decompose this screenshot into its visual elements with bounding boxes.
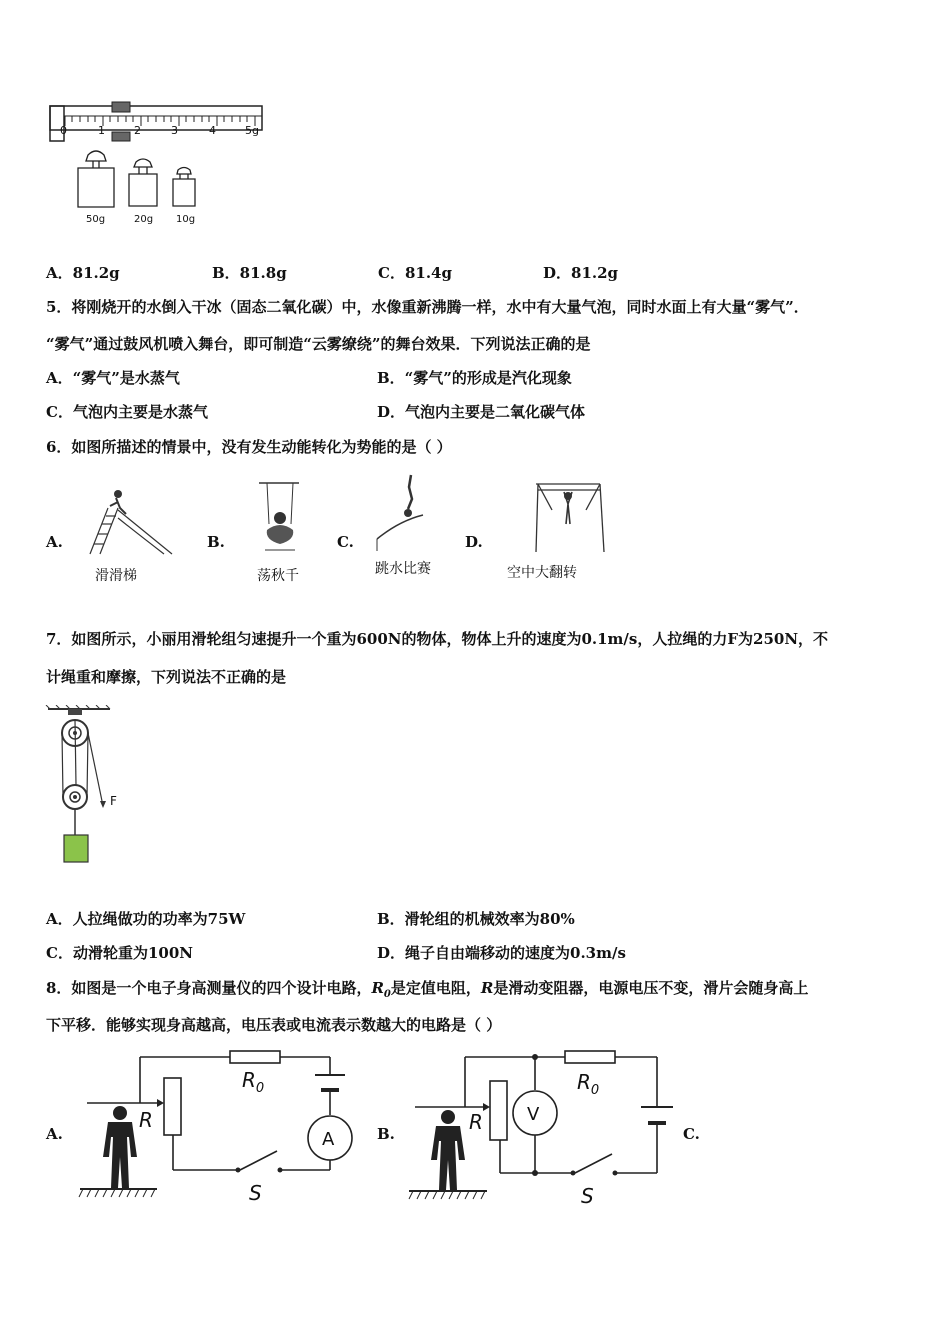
scale-tick-label: 5g [245, 124, 259, 137]
q8-letter-a: A. [46, 1125, 63, 1143]
q8-stem-line2: 下平移．能够实现身高越高，电压表或电流表示数越大的电路是（ ） [46, 1016, 502, 1034]
q6-caption-d: 空中大翻转 [507, 565, 577, 581]
rheostat-label: R [469, 1110, 483, 1134]
circuit-a [75, 1045, 360, 1210]
q7-option-d: D．绳子自由端移动的速度为0.3m/s [377, 944, 626, 962]
scale-tick-label: 3 [171, 124, 178, 137]
weight-10g [173, 168, 195, 207]
scale-tick-label: 1 [98, 124, 105, 137]
r0-resistor [230, 1051, 280, 1063]
r0-label: $R_0$ [242, 1068, 265, 1096]
switch-label: S [581, 1184, 594, 1208]
rider-top [112, 102, 130, 112]
ammeter-label: A [322, 1129, 335, 1150]
person-figure [431, 1110, 465, 1190]
voltmeter-label: V [527, 1104, 540, 1125]
q7-stem-line2: 计绳重和摩擦，下列说法不正确的是 [46, 668, 287, 686]
q6-stem: 6．如图所描述的情景中，没有发生动能转化为势能的是（ ） [46, 438, 452, 456]
r-symbol: R [480, 979, 494, 997]
q5-option-a: A．“雾气”是水蒸气 [46, 369, 180, 387]
person-figure [103, 1106, 137, 1188]
scale-tick-label: 2 [134, 124, 141, 137]
load-block [64, 835, 88, 862]
q5-option-c: C．气泡内主要是水蒸气 [46, 403, 208, 421]
weight-label: 50g [86, 214, 106, 225]
r0-label: $R_0$ [577, 1070, 600, 1098]
q5-option-b: B．“雾气”的形成是汽化现象 [377, 369, 572, 387]
scale-tick-label: 0 [60, 124, 67, 137]
weight-label: 20g [134, 214, 154, 225]
balance-scale-figure [40, 95, 280, 235]
q8-stem-part: 是定值电阻， [390, 979, 481, 997]
weight-50g [78, 151, 114, 207]
weight-label: 10g [176, 214, 196, 225]
switch-label: S [249, 1181, 262, 1205]
q8-letter-c: C. [683, 1125, 700, 1143]
q8-stem-part: 8．如图是一个电子身高测量仪的四个设计电路， [46, 979, 372, 997]
q4-option-a: A．81.2g [46, 264, 120, 282]
q5-stem-line2: “雾气”通过鼓风机喷入舞台，即可制造“云雾缭绕”的舞台效果．下列说法正确的是 [46, 335, 591, 353]
q6-letter-b: B. [207, 533, 225, 551]
circuit-b [405, 1045, 685, 1210]
q4-option-d: D．81.2g [543, 264, 619, 282]
gymnastics-illustration [530, 480, 610, 555]
q7-option-b: B．滑轮组的机械效率为80% [377, 910, 575, 928]
q4-option-c: C．81.4g [378, 264, 452, 282]
q6-caption-b: 荡秋千 [257, 568, 299, 584]
q6-caption-c: 跳水比赛 [375, 561, 431, 577]
swing-illustration [255, 480, 305, 555]
force-label: F [110, 794, 117, 808]
weight-20g [129, 159, 157, 206]
scale-tick-label: 4 [209, 124, 216, 137]
q7-option-c: C．动滑轮重为100N [46, 944, 193, 962]
q4-option-b: B．81.8g [212, 264, 287, 282]
q6-letter-c: C. [337, 533, 354, 551]
slide-illustration [80, 488, 180, 558]
q5-option-d: D．气泡内主要是二氧化碳气体 [377, 403, 586, 421]
q5-stem-line1: 5．将刚烧开的水倒入干冰（固态二氧化碳）中，水像重新沸腾一样，水中有大量气泡，同时水面上有大量“雾气”． [46, 298, 809, 316]
rheostat-label: R [139, 1108, 153, 1132]
r0-symbol: $R_0$ [371, 979, 391, 1000]
q8-letter-b: B. [377, 1125, 395, 1143]
diving-illustration [375, 473, 435, 553]
r0-resistor [565, 1051, 615, 1063]
q6-letter-a: A. [46, 533, 63, 551]
q8-stem-part: 是滑动变阻器，电源电压不变，滑片会随身高上 [493, 979, 809, 997]
rider-bottom [112, 132, 130, 141]
q8-stem-line1 [46, 977, 808, 1000]
q6-letter-d: D. [465, 533, 483, 551]
slide-rheostat [490, 1081, 507, 1140]
slide-rheostat [164, 1078, 181, 1135]
q6-caption-a: 滑滑梯 [95, 568, 137, 584]
q7-option-a: A．人拉绳做功的功率为75W [46, 910, 246, 928]
pulley-system-figure [40, 705, 140, 870]
q7-stem-line1: 7．如图所示，小丽用滑轮组匀速提升一个重为600N的物体，物体上升的速度为0.1m/s，人拉绳的力F为250N，不 [46, 630, 829, 648]
